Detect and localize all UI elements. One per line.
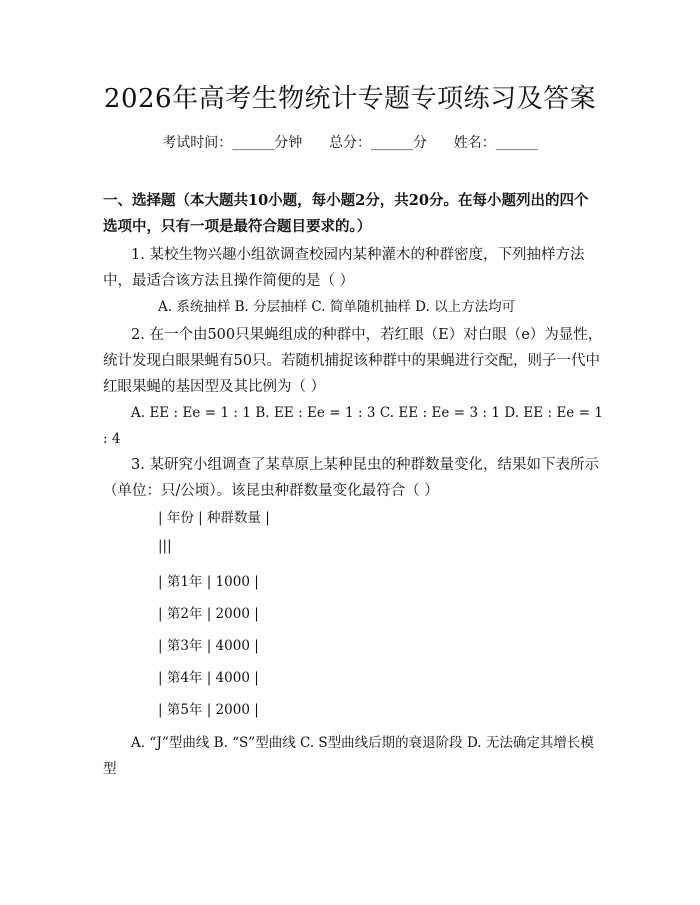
page-title: 2026年高考生物统计专题专项练习及答案	[103, 84, 597, 114]
exam-meta-line: 考试时间：______分钟 总分：______分 姓名：______	[162, 135, 538, 151]
table-row: | 第4年 | 4000 |	[158, 670, 259, 686]
section-heading: 一、选择题（本大题共10小题，每小题2分，共20分。在每小题列出的四个选项中，只有一项是最符合题目要求的。）	[103, 192, 589, 235]
table-row: | 第5年 | 2000 |	[158, 702, 259, 718]
question-2-options: A. EE : Ee = 1 : 1 B. EE : Ee = 1 : 3 C. EE : Ee = 3 : 1 D. EE : Ee = 1 : 4	[103, 405, 603, 447]
table-row: | 年份 | 种群数量 |	[158, 510, 270, 526]
question-3-options: A. “J”型曲线 B. “S”型曲线 C. S型曲线后期的衰退阶段 D. 无法确定其增长模型	[103, 735, 594, 777]
table-row: | 第3年 | 4000 |	[158, 638, 259, 654]
question-2-stem: 2. 在一个由500只果蝇组成的种群中，若红眼（E）对白眼（e）为显性，统计发现白眼果蝇有50只。若随机捕捉该种群中的果蝇进行交配，则子一代中红眼果蝇的基因型及其比例为（ ）	[103, 327, 603, 395]
table-row: | 第2年 | 2000 |	[158, 606, 259, 622]
question-1-options: A. 系统抽样 B. 分层抽样 C. 简单随机抽样 D. 以上方法均可	[158, 299, 516, 315]
question-3-stem: 3. 某研究小组调查了某草原上某种昆虫的种群数量变化，结果如下表所示（单位：只/公顷）。该昆虫种群数量变化最符合（ ）	[103, 457, 599, 499]
table-row: |||	[158, 538, 172, 554]
question-1-stem: 1. 某校生物兴趣小组欲调查校园内某种灌木的种群密度，下列抽样方法中，最适合该方法且操作简便的是（ ）	[103, 247, 585, 289]
table-row: | 第1年 | 1000 |	[158, 574, 259, 590]
